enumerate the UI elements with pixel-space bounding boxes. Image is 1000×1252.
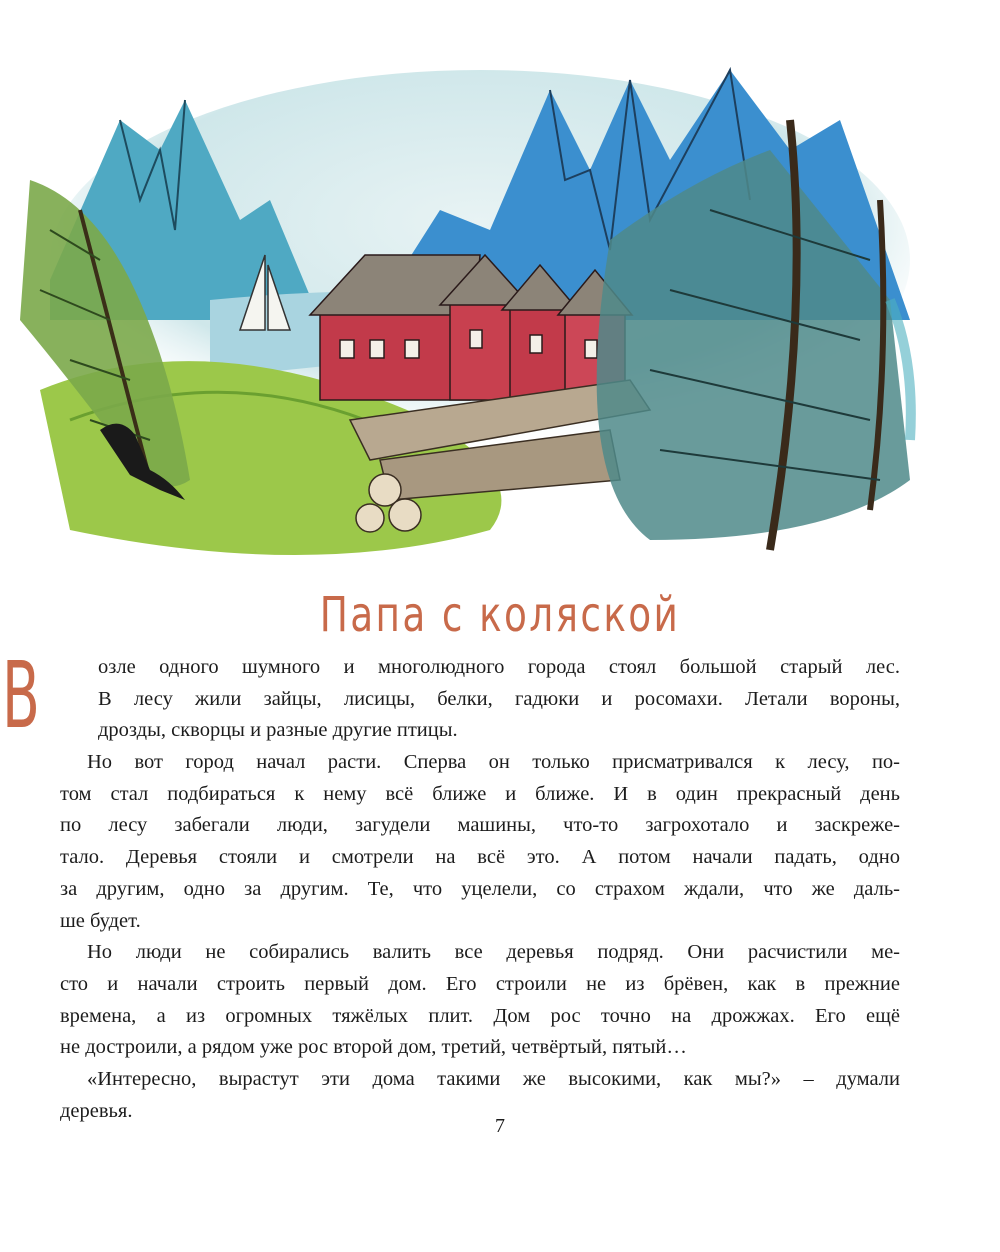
text-line: озле одного шумного и многолюдного города стоял большой старый лес. bbox=[98, 656, 900, 678]
text-line: Но вот город начал расти. Сперва он только присматривался к лесу, по- bbox=[87, 751, 900, 774]
text-line: сто и начали строить первый дом. Его строили не из брёвен, как в прежние bbox=[60, 972, 900, 995]
story-text bbox=[60, 652, 900, 1127]
text-line: не достроили, а рядом уже рос второй дом, третий, четвёртый, пятый… bbox=[60, 1036, 687, 1059]
page-number: 7 bbox=[495, 1115, 505, 1137]
text-line: времена, а из огромных тяжёлых плит. Дом рос точно на дрожжах. Его ещё bbox=[60, 1004, 900, 1027]
text-line: тало. Деревья стояли и смотрели на всё это. А потом начали падать, одно bbox=[60, 846, 900, 869]
text-line: дрозды, скворцы и разные другие птицы. bbox=[98, 719, 458, 742]
chapter-illustration bbox=[10, 60, 930, 560]
text-line: ше будет. bbox=[60, 909, 141, 932]
text-line: Но люди не собирались валить все деревья подряд. Они расчистили ме- bbox=[87, 941, 900, 964]
text-line: В лесу жили зайцы, лисицы, белки, гадюки и росомахи. Летали вороны, bbox=[98, 687, 900, 710]
text-line: по лесу забегали люди, загудели машины, что-то загрохотало и заскреже- bbox=[60, 814, 900, 837]
text-line: за другим, одно за другим. Те, что уцелели, со страхом ждали, что же даль- bbox=[60, 877, 900, 900]
text-line: деревья. bbox=[60, 1099, 133, 1122]
text-line: «Интересно, вырастут эти дома такими же высокими, как мы?» – думали bbox=[87, 1067, 900, 1090]
text-line: том стал подбираться к нему всё ближе и ближе. И в один прекрасный день bbox=[60, 782, 900, 805]
drop-cap: В bbox=[2, 642, 40, 749]
chapter-title: Папа с коляской bbox=[319, 587, 681, 644]
